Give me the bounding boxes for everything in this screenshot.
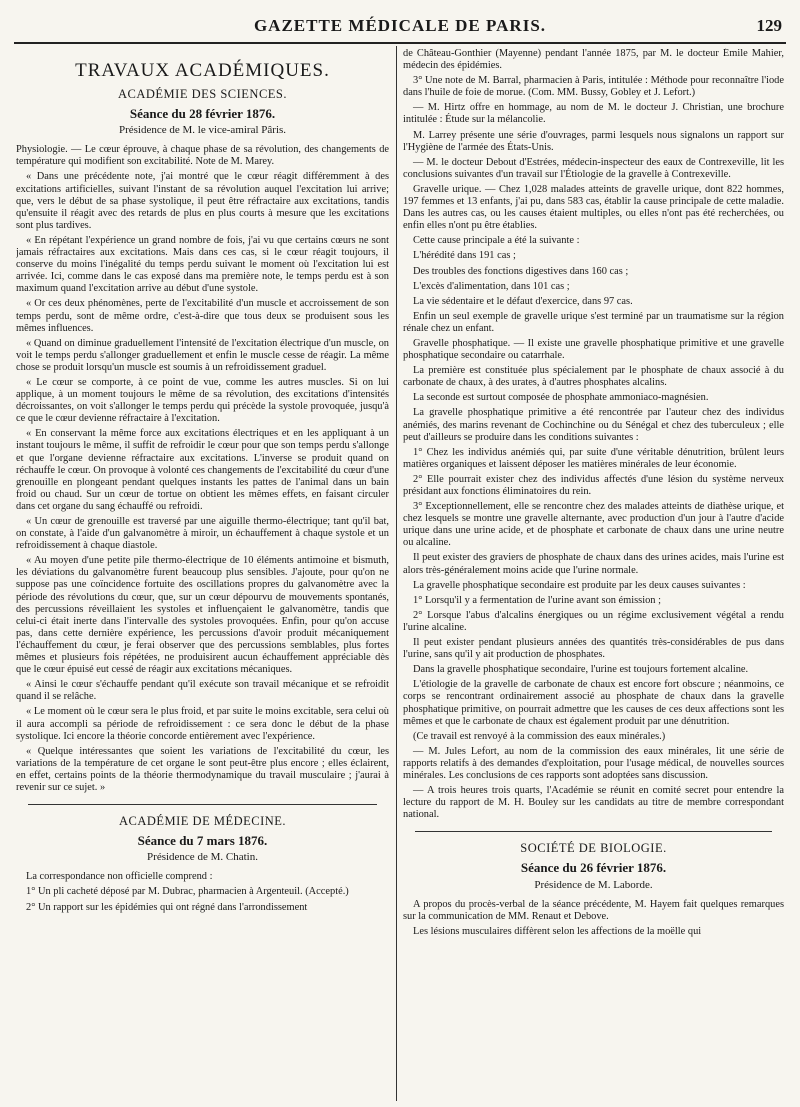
- column-divider: [396, 46, 397, 1101]
- article-paragraph: — M. le docteur Debout d'Estrées, médecin-inspecteur des eaux de Contrexeville, lit les conclusions suivantes d'un travail sur l'Étiologie de la gravelle à Contrexeville.: [403, 156, 784, 180]
- article-paragraph: — M. Jules Lefort, au nom de la commission des eaux minérales, lit une série de rapports relatifs à des demandes d'exploitation, pour l'usage médical, de nouvelles sources minérales. Les conclusions de ces rapports sont adoptées sans discussion.: [403, 745, 784, 781]
- academie-medecine-heading: ACADÉMIE DE MÉDECINE.: [118, 814, 287, 829]
- article-paragraph: 2° Un rapport sur les épidémies qui ont régné dans l'arrondissement: [26, 901, 308, 913]
- page-header: [14, 8, 786, 44]
- article-paragraph: Il peut exister des graviers de phosphate de chaux dans des urines acides, mais l'urine est alors très-généralement moins acide que l'urine normale.: [403, 552, 784, 576]
- article-paragraph: Gravelle phosphatique. — Il existe une gravelle phosphatique primitive et une gravelle phosphatique secondaire ou catarrhale.: [403, 337, 784, 362]
- seance-heading: Séance du 28 février 1876.: [129, 106, 276, 122]
- list-item: Des troubles des fonctions digestives dans 160 cas ;: [413, 265, 629, 277]
- article-paragraph: La correspondance non officielle comprend :: [26, 871, 213, 883]
- seance-heading: Séance du 26 février 1876.: [520, 860, 667, 876]
- article-paragraph: A propos du procès-verbal de la séance précédente, M. Hayem fait quelques remarques sur la communication de MM. Renaut et Debove.: [403, 898, 784, 922]
- article-paragraph: « Or ces deux phénomènes, perte de l'excitabilité d'un muscle et accroissement de son temps perdu, sont de même ordre, c'est-à-dire que tous deux se produisent sous les mêmes influences.: [16, 298, 389, 334]
- article-paragraph: L'étiologie de la gravelle de carbonate de chaux est encore fort obscure ; néanmoins, ce corps se rencontrant ordinairement associé au phosphate de chaux dans la gravelle phosphatique primitive, on pourrait admettre que les causes de ces deux affections sont les mêmes et que le carbonate de chaux est également produit par une dénutrition.: [403, 679, 784, 727]
- article-paragraph: 3° Une note de M. Barral, pharmacien à Paris, intitulée : Méthode pour reconnaître l'iode dans l'huile de foie de morue. (Com. MM. Bussy, Gobley et J. Lefort.): [403, 75, 784, 99]
- list-item: 3° Exceptionnellement, elle se rencontre chez des malades atteints de diathèse urique, et chez lesquels se montre une gravelle alternante, avec production d'un jour à l'autre d'acide urique dans une urine acide, et de phosphate et carbonate de chaux dans une urine neutre ou alcaline.: [403, 501, 784, 549]
- article-paragraph: La gravelle phosphatique primitive a été rencontrée par l'auteur chez des individus anémiés, des marins revenant de Cochinchine ou du Sénégal et chez des tuberculeux ; elle peut d'ailleurs se produire dans les conditions suivantes :: [403, 407, 784, 443]
- article-paragraph: M. Larrey présente une série d'ouvrages, parmi lesquels nous signalons un rapport sur l'Hygiène de l'armée des États-Unis.: [403, 129, 784, 153]
- article-paragraph: Physiologie. — Le cœur éprouve, à chaque phase de sa révolution, des changements de température qui modifient son excitabilité. Note de M. Marey.: [16, 144, 389, 168]
- article-paragraph: « Quelque intéressantes que soient les variations de l'excitabilité du cœur, les variations de la température de cet organe le sont peut-être plus encore ; elles éclairent, en effet, certains points de la théorie thermodynamique du travail musculaire ; j'aurai à revenir sur ce sujet. »: [16, 745, 389, 793]
- section-main-title: TRAVAUX ACADÉMIQUES.: [75, 60, 330, 81]
- presidence-line: Présidence de M. Laborde.: [534, 878, 653, 891]
- article-paragraph: « Au moyen d'une petite pile thermo-électrique de 10 éléments antimoine et bismuth, les déviations du galvanomètre furent beaucoup plus sensibles. J'ajoute, pour qu'on ne suppose pas une coïncidence fortuite des oscillations propres du galvanomètre avec la période des révolutions du cœur, que, sur un cœur dépourvu de mouvements spontanés, des percussions réveillaient les systoles et influençaient le galvanomètre, tandis que celui-ci était inerte dans l'intervalle des systoles provoquées. Enfin, pour qu'on accuse pas, dans cette dernière expérience, les percussions d'avoir produit mécaniquement l'échauffement du cœur, je ferai observer que des percussions semblables, plus fortes mêmes et plusieurs fois répétées, ne produisirent aucun échauffement appréciable dès que le cœur épuisé eut cessé de réagir aux excitations mécaniques.: [16, 555, 389, 676]
- article-paragraph: Les lésions musculaires diffèrent selon les affections de la moëlle qui: [413, 925, 702, 937]
- article-paragraph: de Château-Gonthier (Mayenne) pendant l'année 1875, par M. le docteur Émile Mahier, médecin des épidémies.: [403, 48, 784, 72]
- article-paragraph: La première est constituée plus spécialement par le phosphate de chaux associé à du carbonate de chaux, à des urates, à d'autres phosphates alcalins.: [403, 365, 784, 389]
- article-paragraph: « Le moment où le cœur sera le plus froid, et par suite le moins excitable, sera celui où il aura accompli sa période de refroidissement : ce sera donc le début de la phase systolique. Ici encore la théorie concorde entièrement avec l'expérience.: [16, 706, 389, 742]
- article-paragraph: Dans la gravelle phosphatique secondaire, l'urine est toujours fortement alcaline.: [413, 664, 749, 676]
- societe-biologie-heading: SOCIÉTÉ DE BIOLOGIE.: [520, 841, 667, 856]
- article-paragraph: « Ainsi le cœur s'échauffe pendant qu'il exécute son travail mécanique et se refroidit quand il se relâche.: [16, 679, 389, 703]
- article-paragraph: « En conservant la même force aux excitations électriques et en les appliquant à un instant toujours le même, il suffit de refroidir le cœur pour que son temps perdu s'allonge et que l'organe devienne réfractaire aux excitations. L'inverse se produit quand on réchauffe le cœur. On provoque à volonté ces changements de l'excitabilité du cœur d'une grenouille en plongeant pendant quelques instants les pattes de l'animal dans un bain froid ou chaud. Sur un cœur de tortue on obtient les mêmes effets, en faisant circuler dans cet organe du sang échauffé ou refroidi.: [16, 428, 389, 512]
- academie-sciences-heading: ACADÉMIE DES SCIENCES.: [118, 87, 287, 101]
- journal-title: GAZETTE MÉDICALE DE PARIS.: [253, 16, 547, 35]
- article-paragraph: « Un cœur de grenouille est traversé par une aiguille thermo-électrique; tant qu'il bat, on constate, à l'aide d'un galvanomètre à miroir, un échauffement à chaque systole et un refroidissement à chaque diastole.: [16, 516, 389, 552]
- article-paragraph: La gravelle phosphatique secondaire est produite par les deux causes suivantes :: [413, 579, 746, 591]
- right-column: [403, 48, 784, 1101]
- article-paragraph: « Le cœur se comporte, à ce point de vue, comme les autres muscles. Si on lui applique, à un moment toujours le même de sa révolution, des excitations d'intensités décroissantes, on voit s'allonger le temps perdu qui précède la systole provoquée, jusqu'à ce que le cœur devienne réfractaire à l'excitation.: [16, 376, 389, 425]
- section-divider: [415, 831, 772, 832]
- article-paragraph: — M. Hirtz offre en hommage, au nom de M. le docteur J. Christian, une brochure intitulée : Étude sur la mélancolie.: [403, 102, 784, 126]
- page-number: 129: [756, 16, 782, 35]
- article-paragraph: « Quand on diminue graduellement l'intensité de l'excitation électrique d'un muscle, on voit le temps perdu s'allonger graduellement et enfin le muscle cesse de réagir. La même chose se produit lorsqu'un muscle est soumis à un refroidissement graduel.: [16, 337, 389, 373]
- seance-heading: Séance du 7 mars 1876.: [137, 833, 268, 849]
- left-column: [16, 48, 389, 1101]
- presidence-line: Présidence de M. le vice-amiral Pâris.: [118, 124, 287, 137]
- section-divider: [28, 804, 377, 805]
- article-paragraph: Cette cause principale a été la suivante :: [413, 235, 580, 247]
- article-paragraph: 1° Un pli cacheté déposé par M. Dubrac, pharmacien à Argenteuil. (Accepté.): [26, 886, 349, 898]
- list-item: L'hérédité dans 191 cas ;: [413, 250, 516, 262]
- presidence-line: Présidence de M. Chatin.: [147, 851, 258, 864]
- list-item: 2° Elle pourrait exister chez des individus affectés d'une lésion du système nerveux présidant aux fonctions éliminatoires du rein.: [403, 473, 784, 497]
- article-paragraph: La seconde est surtout composée de phosphate ammoniaco-magnésien.: [413, 392, 709, 404]
- article-paragraph: « Dans une précédente note, j'ai montré que le cœur réagit différemment à des excitations artificielles, suivant l'instant de sa révolution auquel l'excitation lui arrive; que, vers le début de sa phase systolique, il peut être réfractaire aux excitations, tandis qu'ensuite il réagit avec des retards de plus en plus courts à mesure que les excitations sont plus tardives.: [16, 171, 389, 231]
- list-item: 1° Lorsqu'il y a fermentation de l'urine avant son émission ;: [413, 594, 661, 606]
- article-paragraph: « En répétant l'expérience un grand nombre de fois, j'ai vu que certains cœurs ne sont jamais réfractaires aux excitations. Mais dans ces cas, si le cœur réagit toujours, il conserve du moins l'inégalité du temps perdu suivant le moment où l'excitation lui est arrivée. Ici, comme dans le cas exposé dans ma première note, le temps perdu est à son maximum quand l'excitation arrive au début d'une systole.: [16, 234, 389, 295]
- list-item: La vie sédentaire et le défaut d'exercice, dans 97 cas.: [413, 295, 633, 307]
- list-item: L'excès d'alimentation, dans 101 cas ;: [413, 280, 570, 292]
- article-paragraph: Il peut exister pendant plusieurs années des quantités très-considérables de pus dans l'urine, sans qu'il y ait production de phosphates.: [403, 637, 784, 661]
- article-paragraph: Gravelle urique. — Chez 1,028 malades atteints de gravelle urique, dont 822 hommes, 197 femmes et 13 enfants, j'ai pu, dans 583 cas, établir la cause principale de cette maladie. Dans les autres cas, ou les causes étaient multiples, ou elles n'ont pas été recherchées, ou enfin elles n'ont pu être établies.: [403, 183, 784, 232]
- article-paragraph: — A trois heures trois quarts, l'Académie se réunit en comité secret pour entendre la lecture du rapport de M. H. Bouley sur les candidats au titre de membre correspondant national.: [403, 785, 784, 821]
- list-item: 2° Lorsque l'abus d'alcalins énergiques ou un régime exclusivement végétal a rendu l'urine alcaline.: [403, 609, 784, 633]
- article-paragraph: Enfin un seul exemple de gravelle urique s'est terminé par un traumatisme sur la région rénale chez un enfant.: [403, 310, 784, 334]
- list-item: 1° Chez les individus anémiés qui, par suite d'une véritable dénutrition, brûlent leurs matières organiques et laissent déposer les matières minérales de leur économie.: [403, 446, 784, 470]
- article-paragraph: (Ce travail est renvoyé à la commission des eaux minérales.): [413, 730, 666, 742]
